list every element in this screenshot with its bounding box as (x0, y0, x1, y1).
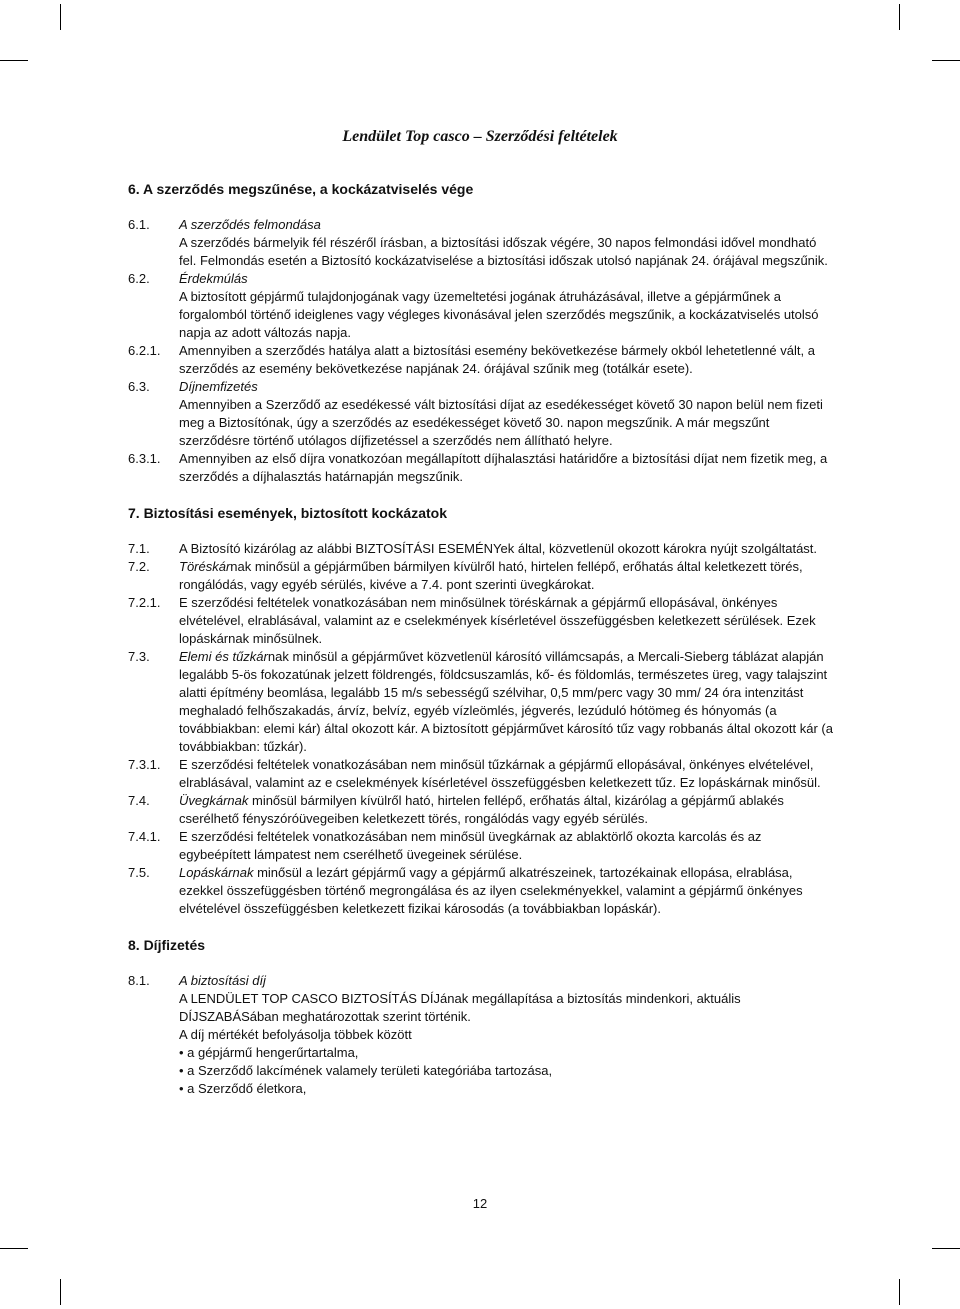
clause (128, 216, 833, 270)
clause-number: 7.4.1. (128, 829, 161, 844)
crop-mark (0, 1248, 28, 1249)
clause-text: A LENDÜLET TOP CASCO BIZTOSÍTÁS DÍJának megállapítása a biztosítás mindenkori, aktuális DÍJSZABÁSában meghatározottak szerint történik. (179, 991, 741, 1024)
clause (128, 450, 833, 486)
bullet-item: • a Szerződő életkora, (179, 1081, 307, 1096)
crop-mark (60, 1279, 61, 1305)
defined-term: Üvegkárnak (179, 793, 249, 808)
clause-text: A szerződés bármelyik fél részéről írásban, a biztosítási időszak végére, 30 napos felmondási idővel mondható fel. Felmondás esetén a Biztosító kockázatviselése a biztosítási időszak utolsó napjának 24. órájával megszűnik. (179, 235, 828, 268)
clause-text: Amennyiben a Szerződő az esedékessé vált biztosítási díjat az esedékességet követő 30 napon belül nem fizeti meg a Biztosítónak, úgy a szerződés az esedékességet követő 30. napon megszűnik. A már megszűnt szerződésre történő utólagos díjfizetéssel a szerződés nem állítható helyre. (179, 397, 823, 448)
defined-term: Elemi és tűzkár (179, 649, 268, 664)
clause (128, 972, 833, 1098)
section-heading: 7. Biztosítási események, biztosított kockázatok (128, 505, 447, 521)
clause-text: minősül bármilyen kívülről ható, hirtelen fellépő, erőhatás által, kizárólag a gépjármű ablakés cserélhető fényszóróüvegeiben keletkezett törés, rongálódás vagy egyéb sérülés. (179, 793, 784, 826)
clause-text: A díj mértékét befolyásolja többek között (179, 1027, 412, 1042)
clause (128, 378, 833, 450)
document-body (128, 180, 833, 1098)
clause-title: A szerződés felmondása (179, 217, 321, 232)
crop-mark (932, 60, 960, 61)
clause-number: 6.2.1. (128, 343, 161, 358)
crop-mark (0, 60, 28, 61)
clause-number: 6.3.1. (128, 451, 161, 466)
clause-text: E szerződési feltételek vonatkozásában nem minősül üvegkárnak az ablaktörlő okozta karcolás és az egybeépített lámpatest nem cserélhető üvegeinek sérülése. (179, 829, 762, 862)
section-heading: 8. Díjfizetés (128, 937, 206, 953)
clause-text: Amennyiben az első díjra vonatkozóan megállapított díjhalasztási határidőre a biztosítási díjat nem fizetik meg, a szerződés a díjhalasztás határnapján megszűnik. (179, 451, 828, 484)
clause (128, 864, 833, 918)
clause-number: 7.1. (128, 541, 150, 556)
clause-number: 7.3. (128, 649, 150, 664)
bullet-item: • a gépjármű hengerűrtartalma, (179, 1045, 359, 1060)
defined-term: Töréskár (179, 559, 231, 574)
page-header: Lendület Top casco – Szerződési feltételek (342, 128, 618, 145)
clause (128, 342, 833, 378)
clause (128, 648, 833, 756)
clause-number: 7.2. (128, 559, 150, 574)
clause-number: 7.4. (128, 793, 150, 808)
clause (128, 792, 833, 828)
crop-mark (899, 4, 900, 30)
clause-number: 8.1. (128, 973, 150, 988)
clause-number: 7.3.1. (128, 757, 161, 772)
clause-text: nak minősül a gépjárművet közvetlenül károsító villámcsapás, a Mercali-Sieberg táblázat alapján legalább 5-ös fokozatúnak jelzett földrengés, földcsuszamlás, kő- és földomlás, természetes üreg, vagy talajszint alatti építmény beomlása, legalább 15 m/s sebességű szélvihar, 0,5 mm/perc vagy 30 mm/ 24 óra intenzitást meghaladó felhőszakadás, árvíz, belvíz, egyéb vízleömlés, jégverés, lezúduló hótömeg és hónyomás (a továbbiakban: elemi kár) által okozott kár. A biztosított gépjárművet károsító tűz vagy robbanás által okozott kár (a továbbiakban: tűzkár). (179, 649, 833, 754)
clause-text: nak minősül a gépjárműben bármilyen kívülről ható, hirtelen fellépő, erőhatás által keletkezett törés, rongálódás, vagy egyéb sérülés, kivéve a 7.4. pont szerinti üvegkárokat. (179, 559, 803, 592)
clause-number: 6.1. (128, 217, 150, 232)
clause (128, 756, 833, 792)
clause-text: A biztosított gépjármű tulajdonjogának vagy üzemeltetési jogának átruházásával, illetve a gépjárműnek a forgalomból történő ideiglenes vagy végleges kivonásával jelen szerződés megszűnik, a kockázatviselés utolsó napja az adott változás napja. (179, 289, 819, 340)
bullet-item: • a Szerződő lakcímének valamely területi kategóriába tartozása, (179, 1063, 553, 1078)
crop-mark (899, 1279, 900, 1305)
clause-text: E szerződési feltételek vonatkozásában nem minősül tűzkárnak a gépjármű ellopásával, önkényes elvételével, elrablásával, valamint az e cselekmények kísérletével összefüggésben keletkezett tűz. Ez lopáskárnak minősül. (179, 757, 821, 790)
clause (128, 828, 833, 864)
clause (128, 594, 833, 648)
clause-number: 7.5. (128, 865, 150, 880)
clause-number: 6.3. (128, 379, 150, 394)
defined-term: Lopáskárnak (179, 865, 254, 880)
clause-text: Amennyiben a szerződés hatálya alatt a biztosítási esemény bekövetkezése bármely okból lehetetlenné vált, a szerződés az esemény bekövetkezése napjának 24. órájával szűnik meg (totálkár esete). (179, 343, 815, 376)
clause-number: 7.2.1. (128, 595, 161, 610)
clause (128, 540, 833, 558)
crop-mark (932, 1248, 960, 1249)
clause-title: Érdekmúlás (179, 271, 248, 286)
clause-title: A biztosítási díj (179, 973, 266, 988)
section-heading: 6. A szerződés megszűnése, a kockázatviselés vége (128, 181, 474, 197)
clause (128, 270, 833, 342)
crop-mark (60, 4, 61, 30)
clause-title: Díjnemfizetés (179, 379, 258, 394)
clause-number: 6.2. (128, 271, 150, 286)
clause-text: minősül a lezárt gépjármű vagy a gépjármű alkatrészeinek, tartozékainak ellopása, elrablása, ezekkel összefüggésben történő megrongálása és az ilyen cselekményekkel, valamint a gépjármű önkényes elvételével összefüggésben keletkezett fizikai károsodás (a továbbiakban lopáskár). (179, 865, 803, 916)
clause (128, 558, 833, 594)
page-number: 12 (472, 1196, 488, 1211)
clause-text: E szerződési feltételek vonatkozásában nem minősülnek töréskárnak a gépjármű ellopásával, önkényes elvételével, elrablásával, valamint az e cselekmények kísérletével összefüggésben keletkezett sérülések. Ezek lopáskárnak minősülnek. (179, 595, 816, 646)
clause-text: A Biztosító kizárólag az alábbi BIZTOSÍTÁSI ESEMÉNYek által, közvetlenül okozott károkra nyújt szolgáltatást. (179, 541, 818, 556)
